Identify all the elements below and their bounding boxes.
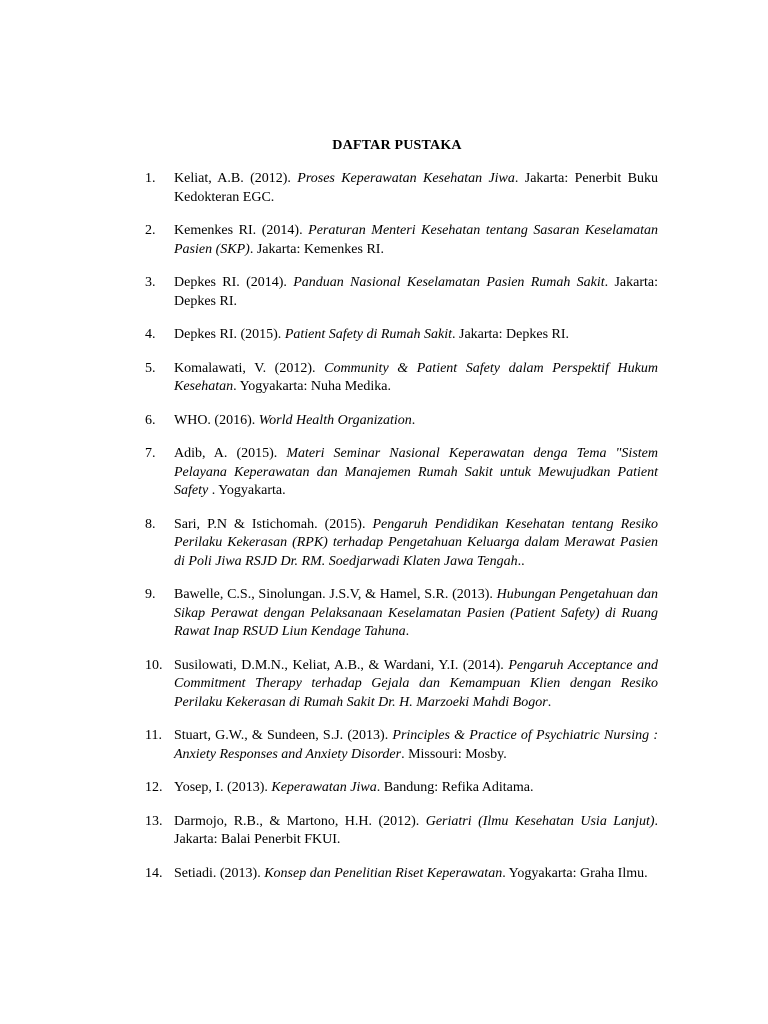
reference-item [145,360,658,397]
reference-number: 8. [145,516,156,532]
reference-number: 7. [145,446,156,461]
reference-item [145,779,658,798]
reference-text: Susilowati, D.M.N., Keliat, A.B., & Wardani, Y.I. (2014). Pengaruh Acceptance and Commitment Therapy terhadap Gejala dan Kemampuan Klien dengan Resiko Perilaku Kekerasan di Rumah Sakit Dr. H. Marzoeki Mahdi Bogor. [174,657,658,710]
reference-title: Geriatri (Ilmu Kesehatan Usia Lanjut) [425,813,655,829]
reference-title: Principles & Practice of Psychiatric Nursing : Anxiety Responses and Anxiety Disorder [174,728,658,762]
reference-text: Bawelle, C.S., Sinolungan. J.S.V, & Hamel, S.R. (2013). Hubungan Pengetahuan dan Sikap Perawat dengan Pelaksanaan Keselamatan Pasien (Patient Safety) di Ruang Rawat Inap RSUD Liun Kendage Tahuna. [174,587,658,639]
reference-item [145,170,658,207]
page-title: DAFTAR PUSTAKA [332,138,462,153]
reference-number: 4. [145,327,156,342]
reference-number: 10. [145,657,163,673]
reference-text: Komalawati, V. (2012). Community & Patient Safety dalam Perspektif Hukum Kesehatan. Yogyakarta: Nuha Medika. [174,360,658,394]
reference-title: Keperawatan Jiwa [271,780,377,795]
reference-title: Panduan Nasional Keselamatan Pasien Rumah Sakit [293,275,605,290]
reference-list [145,170,658,898]
reference-title: Peraturan Menteri Kesehatan tentang Sasaran Keselamatan Pasien (SKP) [174,223,659,257]
reference-title: Pengaruh Pendidikan Kesehatan tentang Resiko Perilaku Kekerasan (RPK) terhadap Pengetahuan Keluarga dalam Merawat Pasien di Poli Jiwa RSJD Dr. RM. Soedjarwadi Klaten Jawa Tengah [174,516,658,569]
reference-number: 1. [145,171,156,186]
reference-title: World Health Organization [258,412,412,428]
reference-text: Setiadi. (2013). Konsep dan Penelitian Riset Keperawatan. Yogyakarta: Graha Ilmu. [174,865,648,881]
reference-item [145,222,658,259]
reference-number: 14. [145,865,163,881]
reference-item [145,274,658,311]
reference-title: Hubungan Pengetahuan dan Sikap Perawat dengan Pelaksanaan Keselamatan Pasien (Patient Safety) di Ruang Rawat Inap RSUD Liun Kendage Tahuna [174,587,658,639]
reference-item [145,445,658,501]
reference-item [145,516,658,572]
reference-text: Darmojo, R.B., & Martono, H.H. (2012). Geriatri (Ilmu Kesehatan Usia Lanjut). Jakarta: Balai Penerbit FKUI. [174,813,658,847]
reference-text: Kemenkes RI. (2014). Peraturan Menteri Kesehatan tentang Sasaran Keselamatan Pasien (SKP). Jakarta: Kemenkes RI. [174,223,659,257]
reference-number: 11. [145,728,162,743]
reference-title: Community & Patient Safety dalam Perspektif Hukum Kesehatan [174,360,658,394]
reference-item [145,412,658,431]
reference-number: 5. [145,360,156,376]
reference-text: Depkes RI. (2015). Patient Safety di Rumah Sakit. Jakarta: Depkes RI. [174,327,570,342]
reference-number: 6. [145,412,156,428]
reference-number: 2. [145,223,156,238]
reference-title: Materi Seminar Nasional Keperawatan denga Tema "Sistem Pelayana Keperawatan dan Manajemen Rumah Sakit untuk Mewujudkan Patient Safety [174,446,658,498]
reference-item [145,586,658,642]
reference-title: Proses Keperawatan Kesehatan Jiwa [297,171,515,186]
reference-text: WHO. (2016). World Health Organization. [174,412,416,428]
reference-title: Konsep dan Penelitian Riset Keperawatan [264,865,503,881]
reference-text: Stuart, G.W., & Sundeen, S.J. (2013). Principles & Practice of Psychiatric Nursing : Anxiety Responses and Anxiety Disorder. Missouri: Mosby. [174,728,658,762]
reference-text: Yosep, I. (2013). Keperawatan Jiwa. Bandung: Refika Aditama. [174,780,534,795]
reference-item [145,657,658,713]
reference-number: 3. [145,275,156,290]
reference-title: Pengaruh Acceptance and Commitment Therapy terhadap Gejala dan Kemampuan Klien dengan Resiko Perilaku Kekerasan di Rumah Sakit Dr. H. Marzoeki Mahdi Bogor [174,657,658,710]
reference-text: Sari, P.N & Istichomah. (2015). Pengaruh Pendidikan Kesehatan tentang Resiko Perilaku Kekerasan (RPK) terhadap Pengetahuan Keluarga dalam Merawat Pasien di Poli Jiwa RSJD Dr. RM. Soedjarwadi Klaten Jawa Tengah.. [174,516,658,569]
reference-item [145,865,658,884]
reference-text: Keliat, A.B. (2012). Proses Keperawatan Kesehatan Jiwa. Jakarta: Penerbit Buku Kedokteran EGC. [174,171,658,205]
reference-item [145,727,658,764]
reference-text: Adib, A. (2015). Materi Seminar Nasional Keperawatan denga Tema "Sistem Pelayana Keperawatan dan Manajemen Rumah Sakit untuk Mewujudkan Patient Safety . Yogyakarta. [174,446,658,498]
reference-item [145,813,658,850]
reference-text: Depkes RI. (2014). Panduan Nasional Keselamatan Pasien Rumah Sakit. Jakarta: Depkes RI. [174,275,658,309]
reference-number: 12. [145,780,163,795]
reference-item [145,326,658,345]
reference-number: 13. [145,813,163,829]
reference-title: Patient Safety di Rumah Sakit [284,327,452,342]
reference-number: 9. [145,587,156,602]
